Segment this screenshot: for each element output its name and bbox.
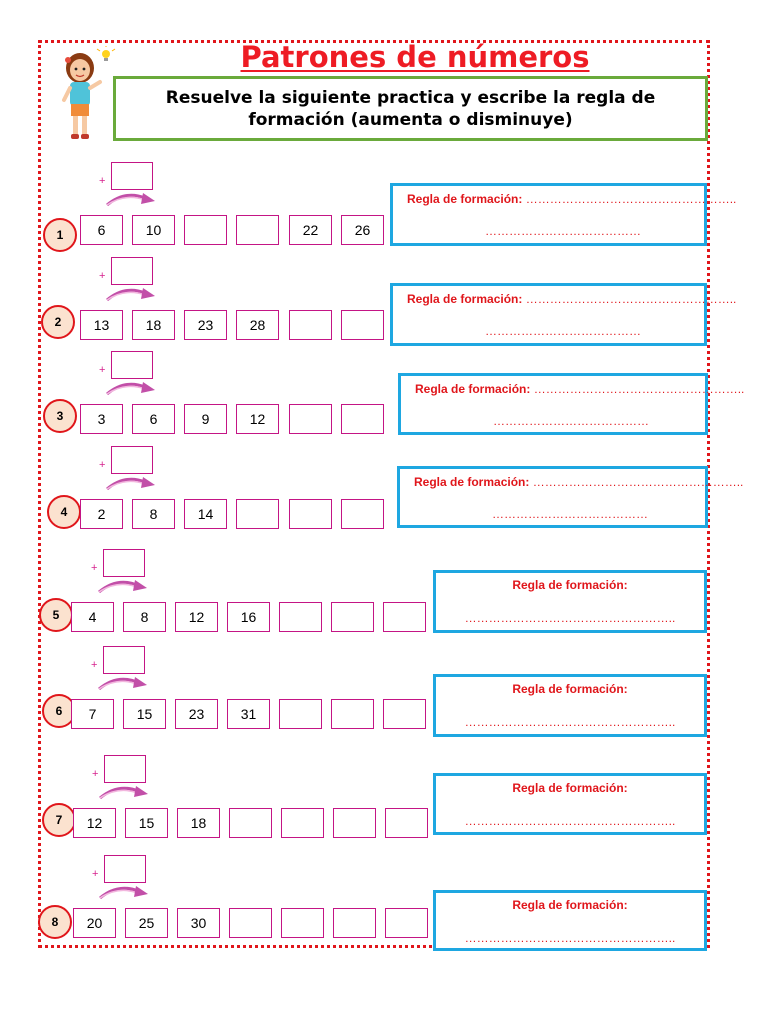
- sequence-blank[interactable]: [289, 310, 332, 340]
- rule-answer-dots[interactable]: ……………………………………………..: [530, 382, 745, 396]
- curved-arrow-icon: [97, 577, 149, 593]
- exercise-number: 8: [38, 905, 72, 939]
- sequence-number: 2: [80, 499, 123, 529]
- sequence-blank[interactable]: [333, 808, 376, 838]
- sequence-number: 14: [184, 499, 227, 529]
- sequence-number: 13: [80, 310, 123, 340]
- plus-sign: +: [99, 270, 106, 282]
- sequence-blank[interactable]: [383, 602, 426, 632]
- rule-label: Regla de formación:: [512, 781, 628, 795]
- rule-label-text: Regla de formación:: [414, 475, 530, 489]
- rule-label: [407, 292, 736, 306]
- rule-label: Regla de formación:: [512, 898, 628, 912]
- sequence-number: 18: [177, 808, 220, 838]
- sequence-number: 30: [177, 908, 220, 938]
- rule-answer-dots[interactable]: ……………………………………………..: [522, 192, 737, 206]
- rule-box[interactable]: [433, 674, 707, 737]
- increment-input-box[interactable]: [103, 549, 145, 577]
- sequence-number: 6: [132, 404, 175, 434]
- rule-answer-line[interactable]: ……………………………………………..: [464, 814, 676, 828]
- exercise-number: 7: [42, 803, 76, 837]
- curved-arrow-icon: [105, 285, 157, 301]
- exercise-number: 5: [39, 598, 73, 632]
- sequence-blank[interactable]: [341, 310, 384, 340]
- rule-box[interactable]: [398, 373, 745, 435]
- sequence-blank[interactable]: [236, 499, 279, 529]
- sequence-blank[interactable]: [236, 215, 279, 245]
- rule-box[interactable]: [433, 570, 707, 633]
- sequence-number: 23: [184, 310, 227, 340]
- rule-answer-line[interactable]: …………………………………: [485, 324, 641, 338]
- sequence-blank[interactable]: [289, 499, 332, 529]
- rule-box[interactable]: [433, 773, 707, 835]
- sequence-blank[interactable]: [341, 404, 384, 434]
- sequence-blank[interactable]: [289, 404, 332, 434]
- page-title: Patrones de números: [240, 40, 590, 74]
- sequence-blank[interactable]: [279, 699, 322, 729]
- sequence-number: 7: [71, 699, 114, 729]
- sequence-number: 6: [80, 215, 123, 245]
- sequence-number: 18: [132, 310, 175, 340]
- rule-label: Regla de formación:: [512, 682, 628, 696]
- increment-input-box[interactable]: [111, 257, 153, 285]
- increment-input-box[interactable]: [103, 646, 145, 674]
- sequence-blank[interactable]: [331, 602, 374, 632]
- sequence-blank[interactable]: [341, 499, 384, 529]
- increment-input-box[interactable]: [111, 351, 153, 379]
- sequence-blank[interactable]: [281, 808, 324, 838]
- curved-arrow-icon: [98, 783, 150, 799]
- sequence-number: 4: [71, 602, 114, 632]
- sequence-number: 26: [341, 215, 384, 245]
- sequence-number: 16: [227, 602, 270, 632]
- sequence-number: 15: [123, 699, 166, 729]
- sequence-number: 3: [80, 404, 123, 434]
- rule-label: [407, 192, 736, 206]
- rule-answer-line[interactable]: ……………………………………………..: [464, 931, 676, 945]
- sequence-number: 10: [132, 215, 175, 245]
- curved-arrow-icon: [105, 474, 157, 490]
- rule-label-text: Regla de formación:: [407, 192, 523, 206]
- increment-input-box[interactable]: [104, 755, 146, 783]
- sequence-blank[interactable]: [333, 908, 376, 938]
- increment-input-box[interactable]: [104, 855, 146, 883]
- rule-label-text: Regla de formación:: [415, 382, 531, 396]
- curved-arrow-icon: [105, 190, 157, 206]
- sequence-blank[interactable]: [383, 699, 426, 729]
- sequence-blank[interactable]: [281, 908, 324, 938]
- sequence-number: 25: [125, 908, 168, 938]
- rule-label-text: Regla de formación:: [407, 292, 523, 306]
- sequence-number: 8: [123, 602, 166, 632]
- rule-box[interactable]: [390, 183, 737, 246]
- plus-sign: +: [91, 562, 98, 574]
- sequence-number: 23: [175, 699, 218, 729]
- sequence-blank[interactable]: [279, 602, 322, 632]
- plus-sign: +: [99, 364, 106, 376]
- exercise-number: 3: [43, 399, 77, 433]
- sequence-number: 9: [184, 404, 227, 434]
- rule-box[interactable]: [397, 466, 744, 528]
- sequence-blank[interactable]: [385, 908, 428, 938]
- curved-arrow-icon: [105, 379, 157, 395]
- curved-arrow-icon: [98, 883, 150, 899]
- rule-answer-dots[interactable]: ……………………………………………..: [522, 292, 737, 306]
- sequence-number: 28: [236, 310, 279, 340]
- instructions-text: Resuelve la siguiente practica y escribe la regla de formación (aumenta o disminuye): [165, 87, 656, 130]
- sequence-blank[interactable]: [331, 699, 374, 729]
- exercise-number: 1: [43, 218, 77, 252]
- plus-sign: +: [92, 768, 99, 780]
- rule-box[interactable]: [433, 890, 707, 951]
- plus-sign: +: [92, 868, 99, 880]
- exercise-number: 6: [42, 694, 76, 728]
- increment-input-box[interactable]: [111, 162, 153, 190]
- curved-arrow-icon: [97, 674, 149, 690]
- sequence-number: 12: [236, 404, 279, 434]
- sequence-number: 22: [289, 215, 332, 245]
- sequence-blank[interactable]: [229, 908, 272, 938]
- plus-sign: +: [99, 175, 106, 187]
- plus-sign: +: [99, 459, 106, 471]
- sequence-number: 31: [227, 699, 270, 729]
- sequence-blank[interactable]: [184, 215, 227, 245]
- rule-box[interactable]: [390, 283, 737, 346]
- sequence-number: 20: [73, 908, 116, 938]
- girl-illustration: [56, 46, 116, 146]
- plus-sign: +: [91, 659, 98, 671]
- sequence-number: 8: [132, 499, 175, 529]
- rule-answer-line[interactable]: …………………………………: [493, 414, 649, 428]
- rule-label: [414, 475, 743, 489]
- rule-answer-line[interactable]: …………………………………: [485, 224, 641, 238]
- rule-answer-line[interactable]: ……………………………………………..: [464, 715, 676, 729]
- rule-label: [415, 382, 744, 396]
- sequence-number: 12: [73, 808, 116, 838]
- rule-answer-line[interactable]: …………………………………: [492, 507, 648, 521]
- increment-input-box[interactable]: [111, 446, 153, 474]
- sequence-blank[interactable]: [229, 808, 272, 838]
- instructions-box: [113, 76, 708, 141]
- sequence-number: 15: [125, 808, 168, 838]
- exercise-number: 2: [41, 305, 75, 339]
- rule-answer-dots[interactable]: ……………………………………………..: [529, 475, 744, 489]
- sequence-number: 12: [175, 602, 218, 632]
- rule-answer-line[interactable]: ……………………………………………..: [464, 611, 676, 625]
- rule-label: Regla de formación:: [512, 578, 628, 592]
- exercise-number: 4: [47, 495, 81, 529]
- sequence-blank[interactable]: [385, 808, 428, 838]
- lightbulb-icon: [97, 46, 115, 61]
